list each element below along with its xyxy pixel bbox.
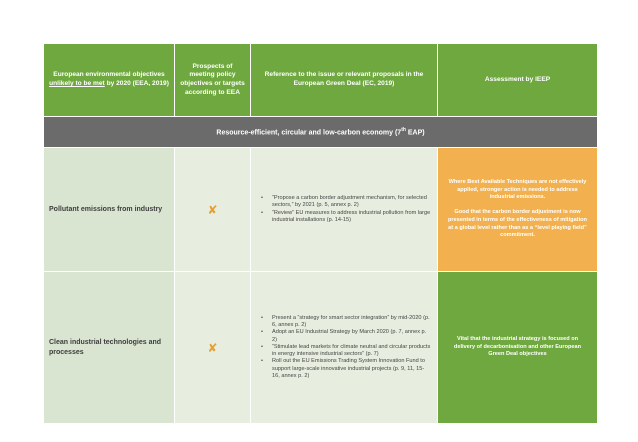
bullet-icon: •	[261, 343, 263, 350]
issue-cell: Pollutant emissions from industry	[44, 148, 175, 272]
table-row	[44, 148, 598, 272]
table-header-row	[44, 44, 598, 117]
list-item: • Adopt an EU Industrial Strategy by March 2020 (p. 7, annex p. 2)	[261, 329, 427, 343]
bullet-icon: •	[261, 209, 263, 216]
list-item: • Roll out the EU Emissions Trading System Innovation Fund to support large-scale innovative industrial projects (p. 9, 11, 15-16, annex p. 2)	[261, 358, 425, 380]
cross-icon: ✘	[207, 202, 218, 217]
assessment-text: Where Best Available Techniques are not effectively applied, stronger action is needed to address industrial emissions.	[448, 178, 587, 201]
prospect-cell	[175, 272, 251, 424]
section-title: Resource-efficient, circular and low-carbon economy (7th EAP)	[44, 117, 598, 148]
list-item: • “Propose a carbon border adjustment mechanism, for selected sectors,” by 2021 (p. 5, annex p. 2)	[261, 194, 427, 209]
section-row	[44, 117, 598, 148]
assessment-text: Vital that the industrial strategy is focused on delivery of decarbonisation and other European Green Deal objectives	[453, 335, 582, 358]
prospect-cell	[175, 148, 251, 272]
header-assessment: Assessment by IEEP	[438, 44, 598, 117]
list-item: • “Review” EU measures to address industrial pollution from large industrial installations (p. 14-15)	[261, 209, 431, 223]
table-row	[44, 272, 598, 424]
issue-cell: Clean industrial technologies and processes	[44, 272, 175, 424]
header-reference: Reference to the issue or relevant proposals in the European Green Deal (EC, 2019)	[251, 44, 438, 117]
reference-cell	[251, 148, 438, 272]
reference-list	[261, 195, 431, 224]
header-prospects: Prospects of meeting policy objectives or targets according to EEA	[175, 44, 251, 117]
header-objectives: European environmental objectives unlikely to be met by 2020 (EEA, 2019)	[44, 44, 175, 117]
reference-list	[261, 315, 431, 381]
assessment-cell	[438, 272, 598, 424]
assessment-text: Good that the carbon border adjustment is now presented in terms of the effectiveness of mitigation at a global level rather than as a “level playing field” commitment.	[448, 209, 587, 239]
reference-cell	[251, 272, 438, 424]
bullet-icon: •	[261, 358, 263, 365]
assessment-table	[43, 43, 598, 424]
bullet-icon: •	[261, 329, 263, 336]
bullet-icon: •	[261, 314, 263, 321]
cross-icon: ✘	[207, 340, 218, 355]
bullet-icon: •	[261, 194, 263, 201]
assessment-cell	[438, 148, 598, 272]
list-item: • Present a “strategy for smart sector integration” by mid-2020 (p. 6, annex p. 2)	[261, 314, 430, 328]
list-item: • “Stimulate lead markets for climate neutral and circular products in energy intensive industrial sectors” (p. 7)	[261, 343, 431, 358]
